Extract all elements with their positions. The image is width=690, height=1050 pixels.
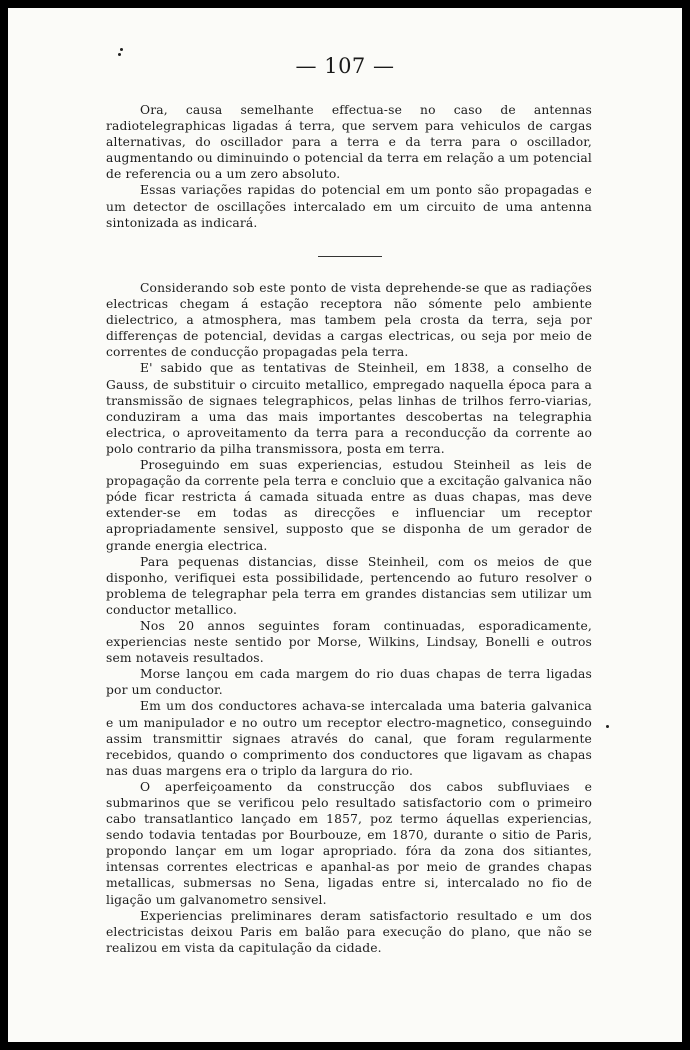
text-section-1 [106, 102, 592, 231]
paragraph: E' sabido que as tentativas de Steinheil, em 1838, a conselho de Gauss, de substituir o circuito metallico, empregado naquella época para a transmissão de signaes telegraphicos, pelas linhas de trilhos ferro-viarias, conduziram a uma das mais importantes descobertas na telegraphia electrica, o aproveitamento da terra para a reconducção da corrente ao polo contrario da pilha transmissora, posta em terra. [106, 361, 592, 456]
paragraph: Considerando sob este ponto de vista deprehende-se que as radiações electricas chegam á estação receptora não sómente pelo ambiente dielectrico, a atmosphera, mas tambem pela crosta da terra, seja por differenças de potencial, devidas a cargas electricas, ou seja por meio de correntes de conducção propagadas pela terra. [106, 281, 592, 360]
paragraph: Proseguindo em suas experiencias, estudou Steinheil as leis de propagação da corrente pela terra e concluio que a excitação galvanica não póde ficar restricta á camada situada entre as duas chapas, mas deve extender-se em todas as direcções e influenciar um receptor apropriadamente sensivel, supposto que se disponha de um gerador de grande energia electrica. [106, 458, 592, 553]
paragraph: Essas variações rapidas do potencial em um ponto são propagadas e um detector de oscillações intercalado em um circuito de uma antenna sintonizada as indicará. [106, 183, 592, 230]
paragraph: Ora, causa semelhante effectua-se no caso de antennas radiotelegraphicas ligadas á terra, que servem para vehiculos de cargas alternativas, do oscillador para a terra e da terra para o oscillador, augmentando ou diminuindo o potencial da terra em relação a um potencial de referencia ou a um zero absoluto. [106, 103, 592, 182]
page-number: — 107 — [295, 54, 395, 78]
scan-speck [120, 48, 123, 51]
book-page [8, 8, 682, 1042]
section-divider [318, 256, 382, 258]
text-section-2 [106, 280, 592, 956]
paragraph: Experiencias preliminares deram satisfactorio resultado e um dos electricistas deixou Paris em balão para execução do plano, que não se realizou em vista da capitulação da cidade. [106, 908, 592, 955]
scan-speck [606, 725, 609, 728]
paragraph: Em um dos conductores achava-se intercalada uma bateria galvanica e um manipulador e no outro um receptor electro-magnetico, conseguindo assim transmittir signaes através do canal, que foram regularmente recebidos, quando o comprimento dos conductores que ligavam as chapas nas duas margens era o triplo da largura do rio. [106, 699, 592, 778]
paragraph: Nos 20 annos seguintes foram continuadas, esporadicamente, experiencias neste sentido por Morse, Wilkins, Lindsay, Bonelli e outros sem notaveis resultados. [106, 618, 592, 666]
paragraph: Morse lançou em cada margem do rio duas chapas de terra ligadas por um conductor. [106, 667, 592, 698]
paragraph: Para pequenas distancias, disse Steinheil, com os meios de que disponho, verifiquei esta possibilidade, pertencendo ao futuro resolver o problema de telegraphar pela terra em grandes distancias sem utilizar um conductor metallico. [106, 554, 592, 617]
paragraph: O aperfeiçoamento da construcção dos cabos subfluviaes e submarinos que se verificou pelo resultado satisfactorio com o primeiro cabo transatlantico lançado em 1857, poz termo áquellas experiencias, sendo todavia tentadas por Bourbouze, em 1870, durante o sitio de Paris, propondo lançar em um logar apropriado. fóra da zona dos sitiantes, intensas correntes electricas e apanhal-as por meio de grandes chapas metallicas, submersas no Sena, ligadas entre si, intercalado no fio de ligação um galvanometro sensivel. [106, 779, 592, 907]
